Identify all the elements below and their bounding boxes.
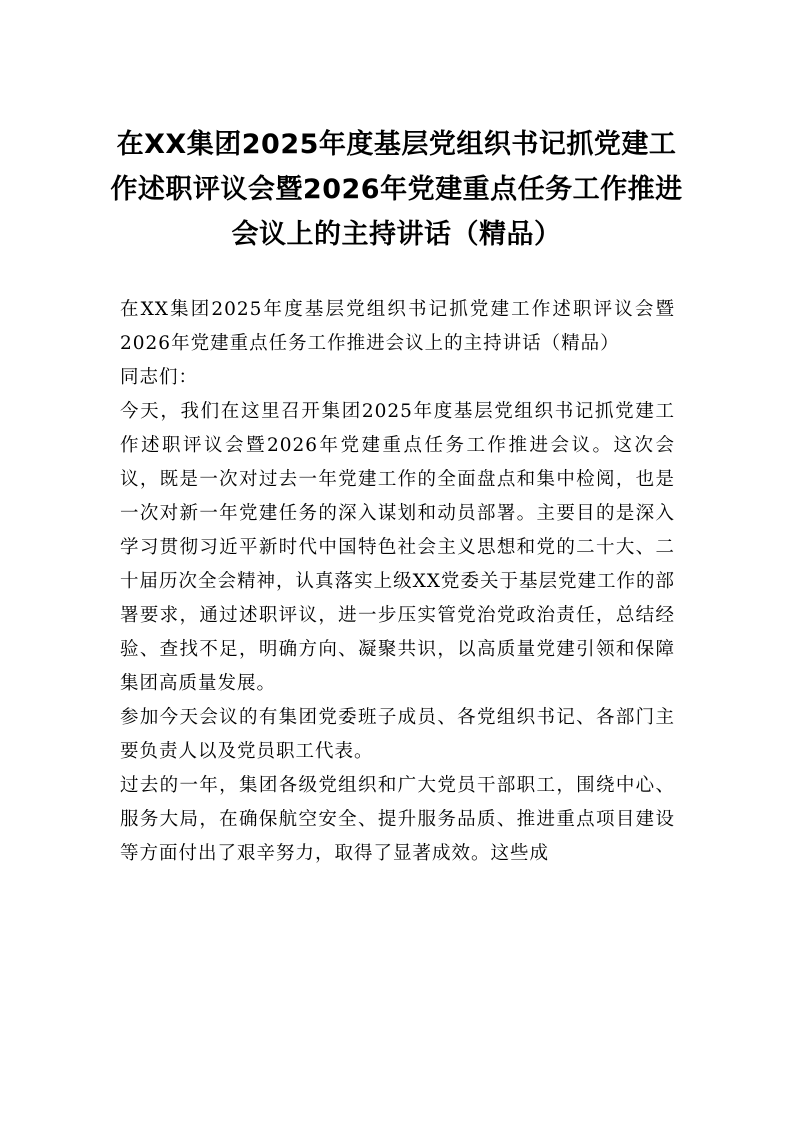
document-title: 在XX集团2025年度基层党组织书记抓党建工作述职评议会暨2026年党建重点任务工作推进会议上的主持讲话（精品） [110, 129, 683, 250]
paragraph-opening: 今天，我们在这里召开集团2025年度基层党组织书记抓党建工作述职评议会暨2026年党建重点任务工作推进会议。这次会议，既是一次对过去一年党建工作的全面盘点和集中检阅，也是一次对新一年党建任务的深入谋划和动员部署。主要目的是深入学习贯彻习近平新时代中国特色社会主义思想和党的二十大、二十届历次全会精神，认真落实上级XX党委关于基层党建工作的部署要求，通过述职评议，进一步压实管党治党政治责任，总结经验、查找不足，明确方向、凝聚共识，以高质量党建引领和保障集团高质量发展。 [120, 401, 675, 694]
paragraph-review: 过去的一年，集团各级党组织和广大党员干部职工，围绕中心、服务大局，在确保航空安全、提升服务品质、推进重点项目建设等方面付出了艰辛努力，取得了显著成效。这些成 [120, 775, 675, 864]
document-body [120, 293, 675, 871]
paragraph-attendees: 参加今天会议的有集团党委班子成员、各党组织书记、各部门主要负责人以及党员职工代表。 [120, 707, 675, 762]
paragraph-salutation: 同志们： [120, 367, 199, 388]
paragraph-subtitle: 在XX集团2025年度基层党组织书记抓党建工作述职评议会暨2026年党建重点任务工作推进会议上的主持讲话（精品） [120, 299, 675, 354]
